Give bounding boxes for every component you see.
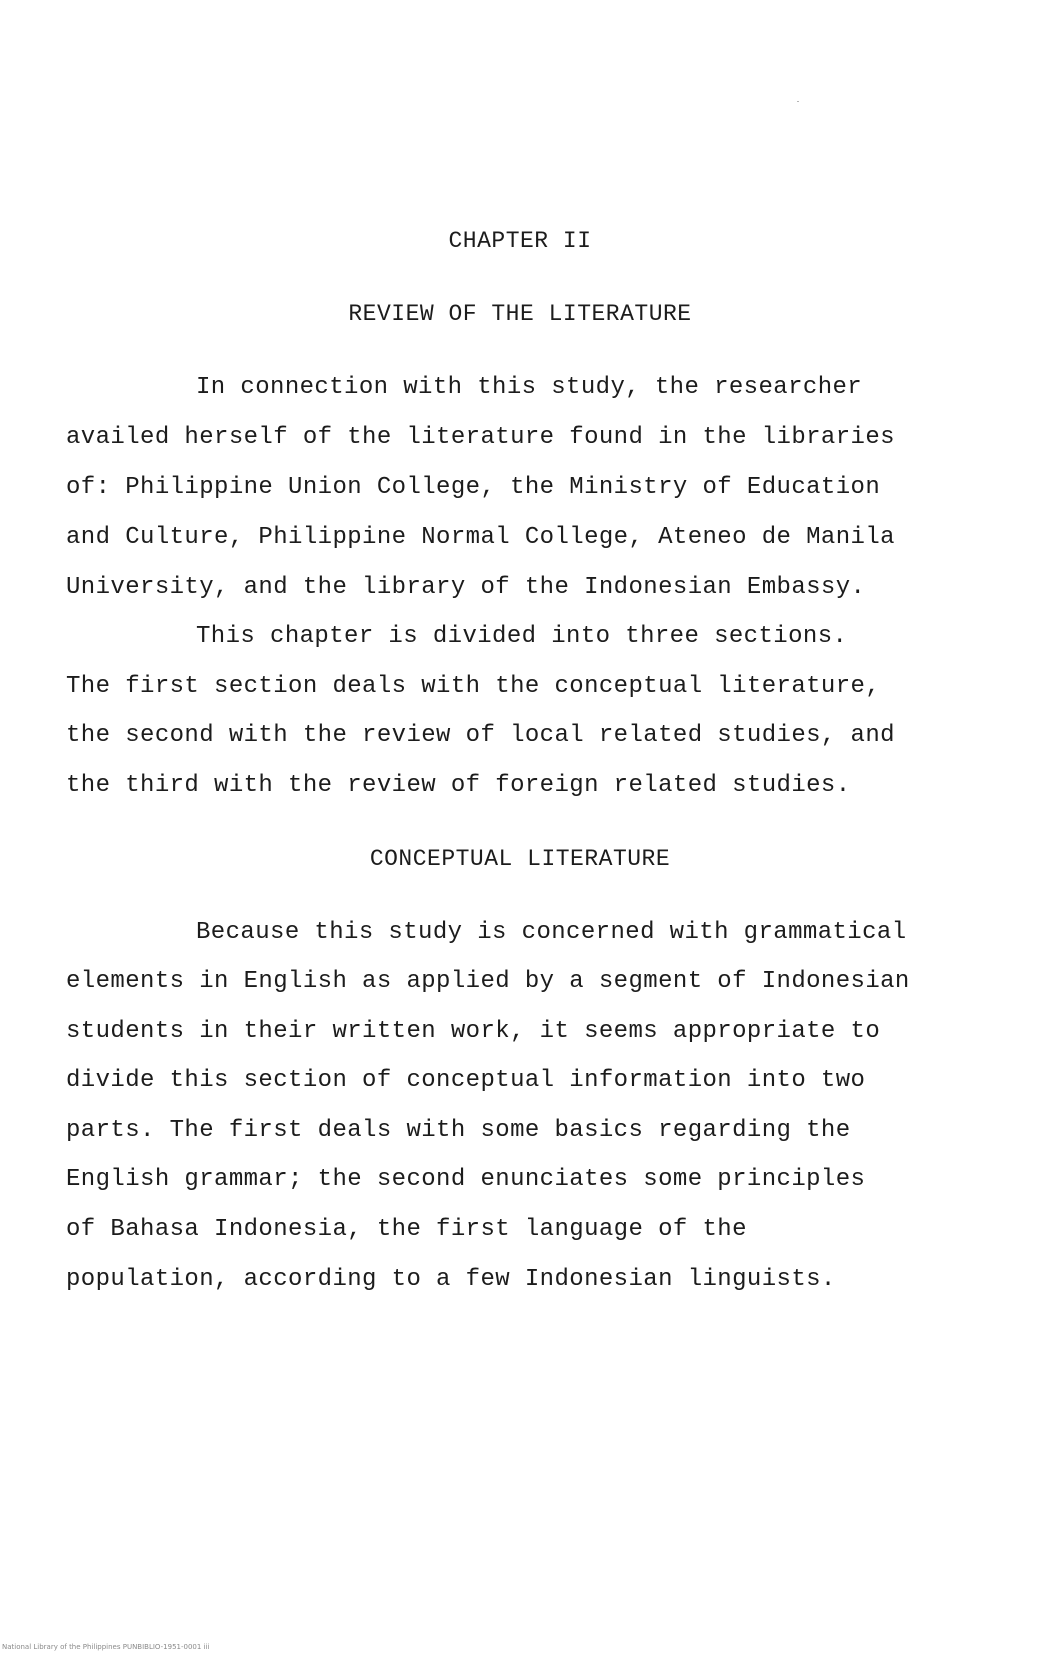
text-line: of Bahasa Indonesia, the first language of the [66,1216,747,1243]
text-line: availed herself of the literature found in the libraries [66,424,895,451]
text-line: students in their written work, it seems appropriate to [66,1018,881,1045]
text-line: English grammar; the second enunciates some principles [66,1166,866,1193]
text-line: This chapter is divided into three sections. [196,623,848,650]
text-line: divide this section of conceptual information into two [66,1067,866,1094]
section-heading: CONCEPTUAL LITERATURE [369,846,671,872]
chapter-title: REVIEW OF THE LITERATURE [348,301,692,327]
scan-speck [797,101,799,102]
text-line: Because this study is concerned with grammatical [196,919,907,946]
text-line: In connection with this study, the researcher [196,374,863,401]
text-line: and Culture, Philippine Normal College, Ateneo de Manila [66,524,895,551]
text-line: of: Philippine Union College, the Ministry of Education [66,474,881,501]
text-line: the third with the review of foreign related studies. [66,772,851,799]
text-line: The first section deals with the conceptual literature, [66,673,881,700]
text-line: parts. The first deals with some basics regarding the [66,1117,851,1144]
text-line: the second with the review of local related studies, and [66,722,895,749]
chapter-label: CHAPTER II [448,228,592,254]
text-line: University, and the library of the Indonesian Embassy. [66,574,866,601]
scan-footer: National Library of the Philippines PUNBIBLIO-1951-0001 iii [2,1643,210,1651]
text-line: population, according to a few Indonesian linguists. [66,1266,836,1293]
text-line: elements in English as applied by a segment of Indonesian [66,968,910,995]
